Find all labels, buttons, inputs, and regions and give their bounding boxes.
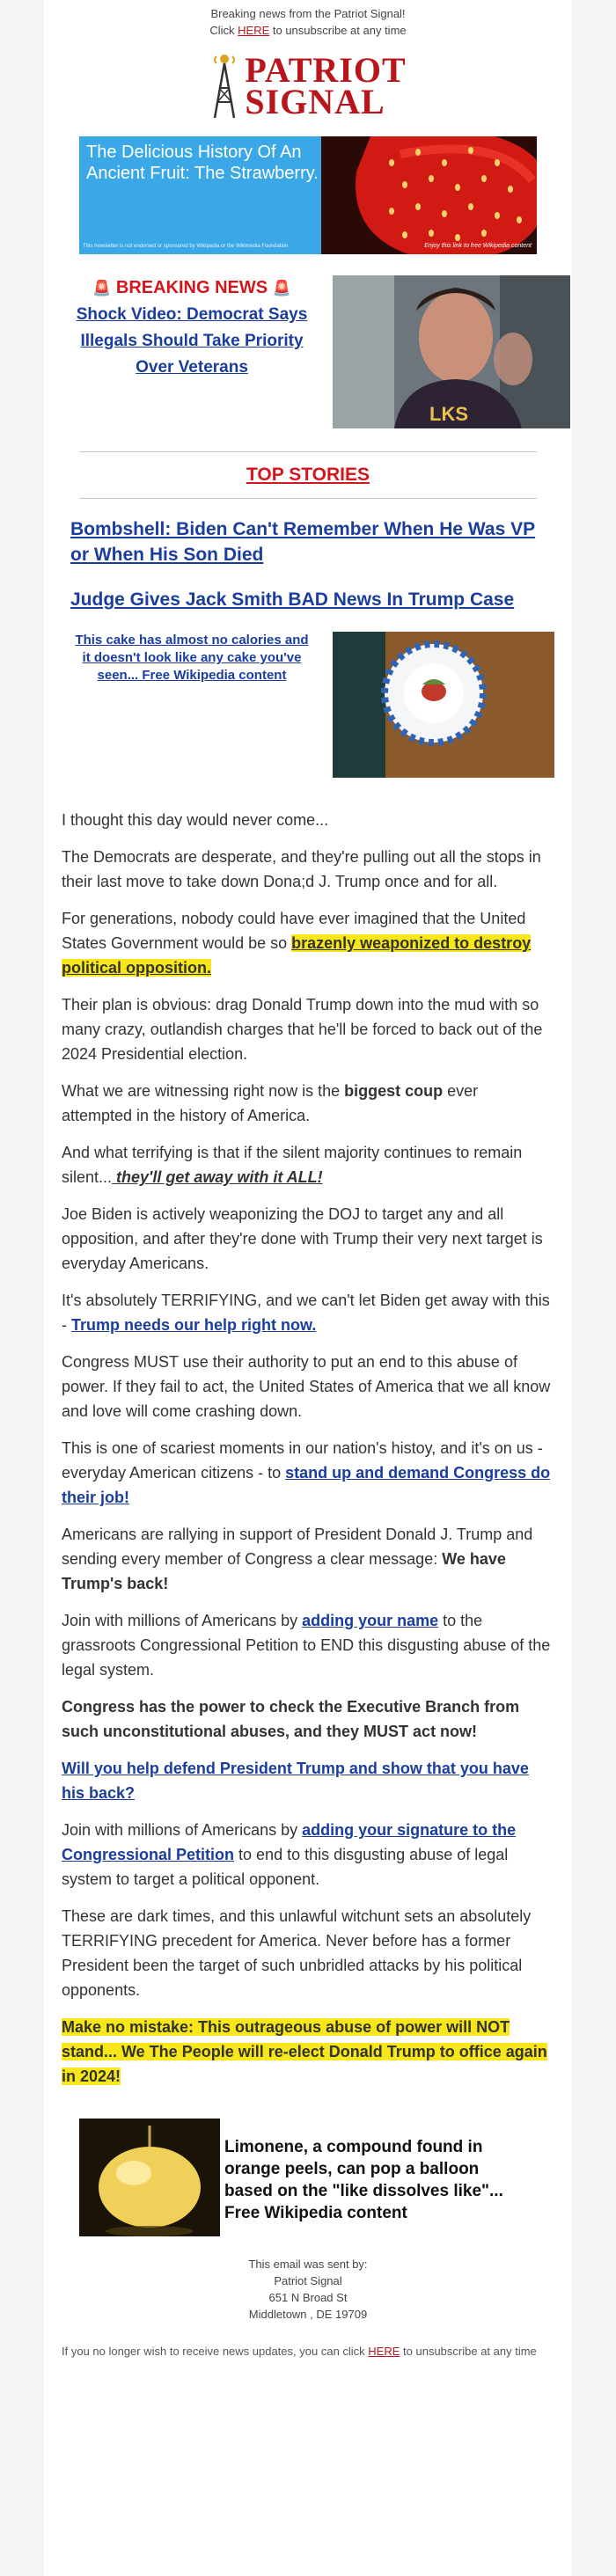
unsubscribe-pre: Click — [209, 24, 238, 37]
unsubscribe-link[interactable]: HERE — [238, 24, 270, 37]
banner-title: The Delicious History Of An Ancient Fruit: The Strawberry. — [86, 143, 319, 183]
sender-address — [44, 2256, 572, 2323]
sent-by-label: This email was sent by: — [248, 2258, 368, 2271]
bold-text: We have Trump's back! — [62, 1550, 506, 1592]
footer-unsubscribe — [62, 2343, 554, 2360]
logo-line-2: SIGNAL — [245, 82, 385, 121]
radio-tower-icon — [209, 53, 239, 120]
article-paragraph — [62, 1288, 551, 1337]
strawberry-banner-ad[interactable] — [79, 136, 537, 254]
article-paragraph — [62, 1694, 551, 1744]
limonene-ad[interactable] — [79, 2119, 572, 2236]
top-stories-title: TOP STORIES — [246, 465, 370, 485]
paragraph-text: to end to this disgusting abuse of legal system to target a political opponent. — [62, 1846, 509, 1888]
preheader — [44, 0, 572, 39]
paragraph-text: For generations, nobody could have ever imagined that the United States Government would be so — [62, 910, 526, 952]
breaking-headline-link[interactable]: Shock Video: Democrat Says Illegals Should Take Priority Over Veterans — [76, 305, 308, 377]
demand-congress-link[interactable]: stand up and demand Congress do their job! — [62, 1464, 551, 1506]
sender-name: Patriot Signal — [274, 2274, 342, 2287]
article-paragraph — [62, 1818, 551, 1892]
breaking-news-photo[interactable] — [333, 275, 570, 428]
article-paragraph: Joe Biden is actively weaponizing the DOJ to target any and all opposition, and after they're done with Trump their very next target is everyday Americans. — [62, 1205, 543, 1272]
paragraph-text: Join with millions of Americans by — [62, 1821, 303, 1839]
email-body — [44, 0, 572, 2576]
highlighted-text: brazenly weaponized to destroy political opposition. — [62, 934, 532, 977]
top-story-link[interactable]: Judge Gives Jack Smith BAD News In Trump Case — [70, 589, 515, 610]
breaking-label: BREAKING NEWS — [115, 278, 268, 297]
top-story-link[interactable]: Bombshell: Biden Can't Remember When He Was VP or When His Son Died — [70, 519, 536, 565]
article-paragraph: I thought this day would never come... — [62, 811, 329, 829]
logo-wordmark — [245, 50, 407, 121]
defend-trump-link[interactable]: Will you help defend President Trump and show that you have his back? — [62, 1760, 529, 1802]
footer-text: If you no longer wish to receive news updates, you can click — [62, 2345, 369, 2358]
logo-line-1: PATRIOT — [245, 50, 407, 90]
banner-disclaimer: This newsletter is not endorsed or sponsored by Wikipedia or the Wikimedia Foundation — [83, 244, 289, 249]
unsubscribe-line — [44, 22, 572, 39]
cake-photo[interactable] — [333, 632, 554, 778]
paragraph-text: ever attempted in the history of America. — [62, 1082, 479, 1124]
sender-city: Middletown , DE 19709 — [248, 2308, 368, 2321]
article-paragraph — [62, 1140, 551, 1189]
paragraph-text: Join with millions of Americans by — [62, 1612, 303, 1629]
breaking-news-block — [72, 275, 572, 428]
strawberry-image — [321, 136, 537, 254]
cake-ad-caption[interactable]: This cake has almost no calories and it doesn't look like any cake you've seen... Free Wikipedia content — [75, 633, 309, 683]
article-paragraph — [62, 1079, 551, 1128]
paragraph-text: to the grassroots Congressional Petition to END this disgusting abuse of the legal system. — [62, 1612, 551, 1679]
article-paragraph: These are dark times, and this unlawful witchunt sets an absolutely TERRIFYING precedent for America. Never before has a former President been the target of such unbridled attacks by his political opponents. — [62, 1907, 532, 1999]
paragraph-text: What we are witnessing right now is the — [62, 1082, 345, 1100]
article-paragraph — [62, 1522, 551, 1596]
patriot-signal-logo[interactable] — [44, 51, 572, 121]
cake-ad[interactable] — [72, 632, 572, 778]
highlighted-text: Make no mistake: This outrageous abuse of power will NOT stand... We The People will re-elect Donald Trump to office again in 2024! — [62, 2018, 547, 2085]
svg-text:LKS: LKS — [429, 403, 468, 425]
trump-help-link[interactable]: Trump needs our help right now. — [71, 1316, 317, 1334]
article-paragraph — [62, 906, 551, 980]
article-paragraph: Their plan is obvious: drag Donald Trump down into the mud with so many crazy, outlandish charges that he'll be forced to back out of the 2024 Presidential election. — [62, 996, 543, 1063]
article-paragraph: The Democrats are desperate, and they're pulling out all the stops in their last move to take down Dona;d J. Trump once and for all. — [62, 848, 541, 890]
bold-text: biggest coup — [344, 1082, 444, 1100]
paragraph-text: And what terrifying is that if the silent majority continues to remain silent... — [62, 1144, 523, 1186]
article-paragraph — [62, 2015, 551, 2089]
siren-icon: 🚨 — [272, 280, 291, 296]
sender-street: 651 N Broad St — [268, 2291, 348, 2304]
article-paragraph — [62, 1608, 551, 1682]
paragraph-text: It's absolutely TERRIFYING, and we can't let Biden get away with this - — [62, 1292, 550, 1334]
limonene-ad-caption[interactable]: Limonene, a compound found in orange peels, can pop a balloon based on the "like dissolves like"... Free Wikipedia content — [224, 2138, 503, 2222]
paragraph-text: This is one of scariest moments in our nation's histoy, and it's on us - everyday American citizens - to — [62, 1439, 543, 1482]
preheader-line: Breaking news from the Patriot Signal! — [210, 7, 406, 20]
breaking-news-label — [72, 278, 312, 298]
footer-text: to unsubscribe at any time — [400, 2345, 537, 2358]
article-paragraph: Congress MUST use their authority to put an end to this abuse of power. If they fail to act, the United States of America that we all know and love will come crashing down. — [62, 1353, 551, 1420]
add-name-link[interactable]: adding your name — [302, 1612, 439, 1629]
paragraph-text: Americans are rallying in support of President Donald J. Trump and sending every member of Congress a clear message: — [62, 1526, 533, 1568]
siren-icon: 🚨 — [92, 280, 112, 296]
article-paragraph — [62, 1756, 551, 1805]
banner-caption: Enjoy this link to free Wikipedia content — [424, 243, 532, 249]
limonene-photo[interactable] — [79, 2119, 220, 2236]
emphasis-text: they'll get away with it ALL! — [112, 1168, 323, 1186]
footer-unsubscribe-link[interactable]: HERE — [368, 2345, 400, 2358]
petition-signature-link[interactable]: adding your signature to the Congressional Petition — [62, 1821, 517, 1863]
breaking-news-text — [72, 278, 312, 428]
bold-text: Congress has the power to check the Executive Branch from such unconstitutional abuses, and they MUST act now! — [62, 1698, 520, 1740]
article-body — [44, 808, 572, 2089]
unsubscribe-post: to unsubscribe at any time — [269, 24, 407, 37]
article-paragraph — [62, 1436, 551, 1510]
